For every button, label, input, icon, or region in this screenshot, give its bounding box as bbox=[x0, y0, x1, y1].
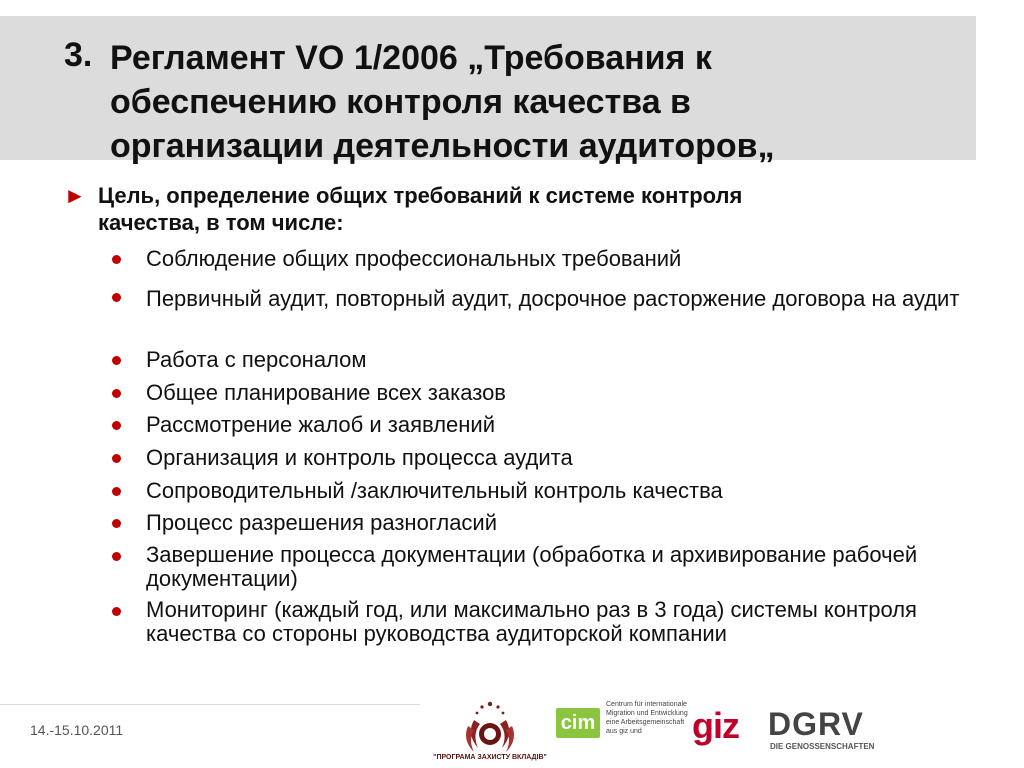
deposit-program-logo bbox=[430, 690, 550, 768]
list-item-text: Завершение процесса документации (обработка и архивирование рабочей документации) bbox=[146, 542, 918, 591]
bullet-dot-icon bbox=[112, 487, 121, 496]
list-item-text: Мониторинг (каждый год, или максимально раз в 3 года) системы контроля качества со стороны руководства аудиторской компании bbox=[146, 597, 917, 646]
goal-line-2: качества, в том числе: bbox=[98, 210, 344, 235]
title-banner bbox=[0, 16, 976, 165]
list-item-text: Сопроводительный /заключительный контроль качества bbox=[146, 478, 723, 503]
list-item-text: Первичный аудит, повторный аудит, досрочное расторжение договора на аудит bbox=[146, 286, 960, 311]
bullet-dot-icon bbox=[112, 454, 121, 463]
deposit-program-caption: "ПРОГРАМА ЗАХИСТУ ВКЛАДІВ" bbox=[433, 754, 547, 761]
bullet-dot-icon bbox=[112, 607, 121, 616]
goal-line-1: Цель, определение общих требований к системе контроля bbox=[98, 183, 743, 208]
title-line-2: обеспечению контроля качества в bbox=[110, 83, 691, 121]
list-item-text: Работа с персоналом bbox=[146, 347, 367, 372]
goal-text bbox=[98, 182, 978, 236]
bullet-dot-icon bbox=[112, 293, 121, 302]
bullet-dot-icon bbox=[112, 389, 121, 398]
bullet-dot-icon bbox=[112, 552, 121, 561]
deposit-program-emblem-icon bbox=[430, 690, 550, 754]
triangle-arrow-icon: ► bbox=[64, 183, 86, 208]
title-line-1: Регламент VO 1/2006 „Требования к bbox=[110, 39, 712, 77]
title-number: 3. bbox=[64, 36, 93, 74]
bullet-dot-icon bbox=[112, 421, 121, 430]
bullet-dot-icon bbox=[112, 255, 121, 264]
cim-description: Centrum für internationale Migration und Entwicklung eine Arbeitsgemeinschaft aus giz und bbox=[606, 701, 688, 735]
list-item-text: Процесс разрешения разногласий bbox=[146, 510, 498, 535]
dgrv-tagline: DIE GENOSSENSCHAFTEN bbox=[770, 742, 875, 751]
bullet-dot-icon bbox=[112, 519, 121, 528]
list-item-text: Соблюдение общих профессиональных требований bbox=[146, 246, 682, 271]
list-item-text: Организация и контроль процесса аудита bbox=[146, 445, 573, 470]
cim-logo: cim bbox=[556, 708, 600, 738]
page-title bbox=[110, 36, 950, 168]
list-item-text: Общее планирование всех заказов bbox=[146, 380, 506, 405]
giz-logo: giz bbox=[692, 705, 739, 746]
slide-date: 14.-15.10.2011 bbox=[30, 722, 124, 738]
dgrv-logo: DGRV bbox=[768, 706, 864, 742]
footer-divider bbox=[0, 704, 420, 705]
footer-logos bbox=[430, 690, 990, 768]
bullet-dot-icon bbox=[112, 356, 121, 365]
title-line-3: организации деятельности аудиторов„ bbox=[110, 127, 775, 165]
list-item-text: Рассмотрение жалоб и заявлений bbox=[146, 412, 495, 437]
